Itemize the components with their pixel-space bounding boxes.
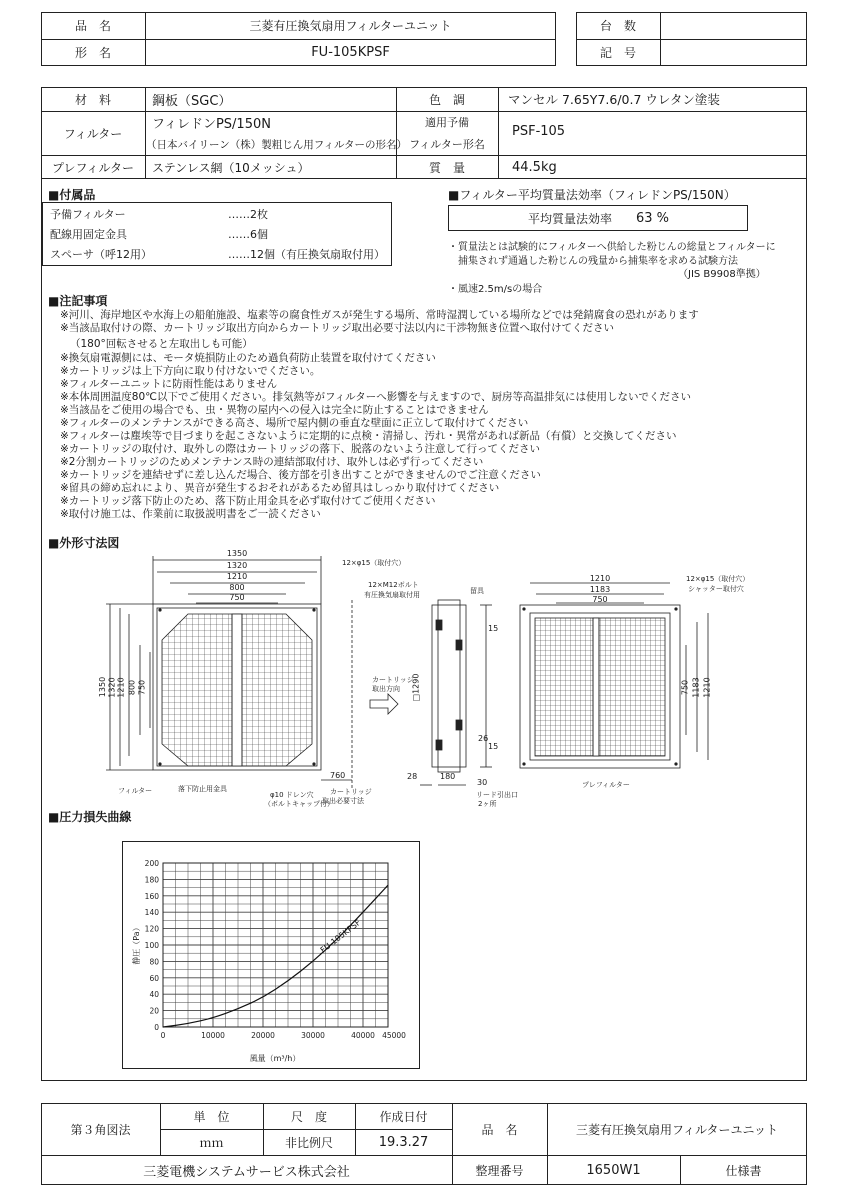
accessory-value-2: ……6個	[228, 228, 268, 241]
katamei-label: 形 名	[74, 46, 111, 60]
chart-xtick-label: 10000	[201, 1031, 225, 1040]
lead-sub: 2ヶ所	[478, 800, 497, 808]
footer-hinmei-value: 三菱有圧換気扇用フィルターユニット	[575, 1122, 779, 1137]
accessory-name-2: 配線用固定金具	[50, 228, 127, 241]
caution-4: ※換気扇電源側には、モータ焼損防止のため過負荷防止装置を取付けてください	[60, 352, 436, 364]
drain-sub: （ボルトキャップ付）	[264, 800, 334, 808]
drop-guard-label: 落下防止用金具	[178, 785, 227, 793]
front-bolt-note: 12×φ15（取付穴）	[342, 559, 406, 567]
caution-15: ※カートリッジ落下防止のため、落下防止用金具を必ず取付けてご使用ください	[60, 495, 436, 507]
back-dim-1210: 1210	[589, 573, 611, 583]
clasp-label: 留具	[470, 587, 484, 595]
caution-9: ※フィルターのメンテナンスができる高さ、場所で屋内側の垂直な壁面に正立して取付けてください	[60, 417, 529, 429]
side-dim-15a: 15	[488, 624, 499, 633]
accessory-name-1: 予備フィルター	[50, 208, 126, 221]
side-dim-26: 26	[478, 734, 489, 743]
caution-8: ※当該品をご使用の場合でも、虫・異物の屋内への侵入は完全に防止することはできません	[60, 404, 489, 416]
chart-xtick-label: 45000	[382, 1031, 406, 1040]
cautions-title: ■注記事項	[48, 294, 108, 308]
front-dim-1320: 1320	[226, 561, 248, 570]
material-label: 材 料	[74, 92, 111, 107]
chart-xlabel: 風量（m³/h）	[249, 1053, 301, 1063]
chart-ytick-label: 80	[149, 957, 159, 967]
pressure-title: ■圧力損失曲線	[48, 810, 132, 824]
drawing-title: ■外形寸法図	[48, 536, 120, 550]
cart-dir-sub: 取出方向	[372, 685, 400, 693]
spare-label-1: 適用予備	[425, 116, 469, 129]
material-value: 鋼板（SGC）	[152, 93, 232, 109]
dim-760: 760	[330, 771, 346, 780]
caution-6: ※フィルターユニットに防雨性能はありません	[60, 378, 278, 390]
side-dim-30: 30	[477, 778, 488, 787]
filter-value-1: フィレドンPS/150N	[152, 116, 271, 132]
front-dim-1210: 1210	[226, 572, 248, 581]
chart-xtick-label: 40000	[351, 1031, 375, 1040]
hinmei-label: 品 名	[74, 19, 111, 33]
footer-seiri-value: 1650W1	[586, 1162, 641, 1178]
back-vdim-1183: 1183	[691, 677, 701, 698]
chart-ytick-label: 40	[149, 990, 159, 1000]
hinmei-value: 三菱有圧換気扇用フィルターユニット	[249, 19, 452, 33]
color-label: 色 調	[428, 92, 465, 107]
side-dim-1290: □1290	[411, 673, 421, 702]
back-vdim-1210: 1210	[702, 677, 712, 698]
filter-label: フィルター	[63, 126, 123, 141]
daisuu-label: 台 数	[599, 19, 636, 33]
cart-dir-label: カートリッジ	[372, 676, 414, 684]
chart-xtick-label: 20000	[251, 1031, 275, 1040]
efficiency-note-2: 捕集されず通過した粉じんの残量から捕集率を求める試験方法	[458, 255, 738, 267]
back-bolt-note: 12×φ15（取付穴）	[686, 575, 750, 583]
chart-ytick-label: 60	[149, 973, 159, 983]
front-dim-800: 800	[229, 583, 245, 592]
caution-3: （180°回転させると左取出しも可能）	[70, 338, 253, 350]
footer-seiri-label: 整理番号	[475, 1163, 524, 1178]
caution-11: ※カートリッジの取付け、取外しの際はカートリッジの落下、脱落のないよう注意して行ってください	[60, 443, 541, 455]
efficiency-note-1: ・質量法とは試験的にフィルターへ供給した粉じんの総量とフィルターに	[448, 241, 776, 253]
front-dim-1350: 1350	[226, 549, 248, 558]
footer-unit-label: 単 位	[193, 1109, 230, 1124]
cart-req-label: カートリッジ	[330, 788, 372, 796]
filter-value-2: （日本バイリーン（株）製粗じん用フィルターの形名）	[146, 138, 408, 151]
katamei-value: FU-105KPSF	[311, 45, 390, 60]
efficiency-note-4: ・風速2.5m/sの場合	[448, 283, 543, 295]
back-vdim-750: 750	[680, 679, 690, 696]
footer-date-value: 19.3.27	[378, 1134, 429, 1150]
front-vdim-1210: 1210	[116, 677, 126, 698]
chart-series-label: FU-105KPSF	[318, 917, 363, 955]
footer-scale-value: 非比例尺	[284, 1135, 333, 1150]
kigou-label: 記 号	[599, 46, 636, 60]
front-filter-label: フィルター	[118, 787, 153, 795]
chart-ytick-label: 100	[144, 941, 159, 950]
footer-doc-type: 仕様書	[725, 1163, 762, 1178]
spare-label-2: フィルター形名	[409, 138, 485, 151]
caution-14: ※留具の締め忘れにより、異音が発生するおそれがあるため留具はしっかり取付けてください	[60, 482, 500, 494]
front-vdim-750: 750	[137, 679, 147, 696]
footer-date-label: 作成日付	[379, 1109, 428, 1124]
spare-value: PSF-105	[512, 123, 566, 139]
chart-xtick-label: 0	[160, 1031, 166, 1040]
lead-label: リード引出口	[476, 791, 518, 799]
caution-10: ※フィルターは塵埃等で目づまりを起こさないように定期的に点検・清掃し、汚れ・異常があれば新品（有償）と交換してください	[60, 430, 677, 442]
footer-method: 第３角図法	[70, 1122, 131, 1137]
footer-hinmei-label: 品 名	[481, 1122, 518, 1137]
prefilter-value: ステンレス網（10メッシュ）	[152, 160, 310, 175]
efficiency-label: 平均質量法効率	[528, 211, 613, 226]
shutter-label: シャッター取付穴	[688, 585, 744, 593]
accessory-name-3: スペーサ（呼12用）	[50, 248, 152, 261]
chart-ytick-label: 0	[154, 1023, 159, 1032]
front-vdim-800: 800	[127, 679, 137, 696]
front-vdim-1350: 1350	[98, 676, 107, 698]
prefilter-drawing-label: プレフィルター	[582, 781, 630, 789]
content-border	[41, 87, 807, 1081]
caution-1: ※河川、海岸地区や水海上の船舶施設、塩素等の腐食性ガスが発生する場所、常時湿潤している場所などでは発錆腐食の恐れがあります	[60, 309, 699, 321]
caution-12: ※2分割カートリッジのためメンテナンス時の連結部取付け、取外しは必ず行ってください	[60, 456, 484, 468]
side-dim-180: 180	[440, 772, 456, 781]
caution-7: ※本体周囲温度80℃以下でご使用ください。排気熱等がフィルターへ影響を与えますので、厨房等高温排気には使用しないでください	[60, 391, 691, 403]
side-dim-15b: 15	[488, 742, 499, 751]
chart-ytick-label: 200	[144, 859, 159, 868]
cart-req-sub: 取出必要寸法	[322, 797, 364, 805]
caution-2: ※当該品取付けの際、カートリッジ取出方向からカートリッジ取出必要寸法以内に干渉物無き位置へ取付けてください	[60, 322, 614, 334]
efficiency-note-3: （JIS B9908準拠）	[678, 268, 766, 280]
caution-13: ※カートリッジを連結せずに差し込んだ場合、後方部を引き出すことができませんのでご注意ください	[60, 469, 541, 481]
caution-16: ※取付け施工は、作業前に取扱説明書をご一読ください	[60, 508, 321, 520]
back-dim-750: 750	[592, 594, 608, 604]
footer-scale-label: 尺 度	[290, 1109, 327, 1124]
mass-value: 44.5kg	[512, 159, 557, 175]
chart-ytick-label: 120	[144, 924, 159, 934]
accessory-value-3: ……12個（有圧換気扇取付用）	[228, 248, 385, 261]
chart-ytick-label: 20	[149, 1006, 159, 1016]
footer-unit-value: ｍｍ	[199, 1135, 224, 1150]
chart-ytick-label: 180	[144, 875, 159, 885]
footer-company: 三菱電機システムサービス株式会社	[143, 1164, 350, 1180]
chart-ytick-label: 160	[144, 891, 159, 901]
accessories-title: ■付属品	[48, 188, 96, 202]
efficiency-title: ■フィルター平均質量法効率（フィレドンPS/150N）	[448, 188, 736, 202]
side-dim-28: 28	[407, 772, 418, 781]
bolt-m12-sub: 有圧換気扇取付用	[364, 591, 420, 599]
accessory-value-1: ……2枚	[228, 208, 268, 221]
mass-label: 質 量	[428, 160, 465, 175]
back-dim-1183: 1183	[589, 584, 611, 594]
front-dim-750: 750	[229, 593, 245, 602]
efficiency-value: 63 %	[636, 210, 670, 226]
prefilter-label: プレフィルター	[51, 160, 135, 175]
drain-label: φ10 ドレン穴	[270, 791, 314, 799]
chart-ylabel: 静圧（Pa）	[131, 923, 141, 965]
bolt-m12-label: 12×M12ボルト	[368, 581, 419, 589]
front-vdim-1320: 1320	[107, 677, 117, 698]
caution-5: ※カートリッジは上下方向に取り付けないでください。	[60, 365, 321, 377]
color-value: マンセル 7.65Y7.6/0.7 ウレタン塗装	[508, 92, 720, 107]
chart-xtick-label: 30000	[301, 1031, 325, 1040]
chart-ytick-label: 140	[144, 908, 159, 918]
